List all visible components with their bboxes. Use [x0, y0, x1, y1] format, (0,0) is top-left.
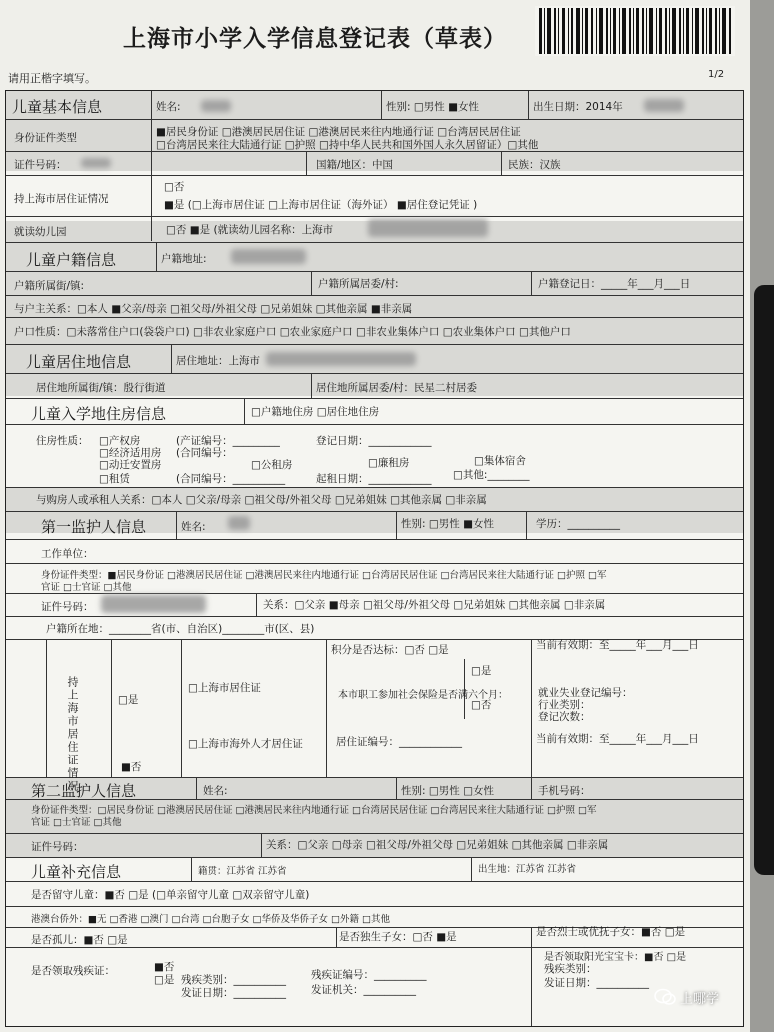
child-gender: 性别: □男性 ■女性 — [386, 101, 480, 113]
residence-committee: 居住地所属居委/村：民星二村居委 — [316, 382, 478, 394]
hukou-reg-date: 户籍登记日：_____年___月___日 — [538, 278, 691, 290]
heading-housing: 儿童入学地住房信息 — [31, 405, 167, 423]
orphan-status: 是否孤儿：■否 □是 — [31, 934, 128, 946]
permit-label: 持上海市居住证情况 — [14, 193, 109, 205]
disability-cert-yes: □是 — [154, 974, 175, 986]
left-behind-child: 是否留守儿童：■否 □是 (□单亲留守儿童 □双亲留守儿童) — [31, 889, 310, 901]
social-insurance-yes: □是 — [471, 665, 492, 677]
wechat-icon — [654, 988, 676, 1006]
opt-other-housing: □其他:________ — [453, 469, 530, 481]
guardian1-permit-yes: □是 — [118, 694, 139, 706]
guardian1-relation: 关系：□父亲 ■母亲 □祖父母/外祖父母 □兄弟姐妹 □其他亲属 □非亲属 — [263, 599, 606, 611]
sunshine-disability-type: 残疾类别： — [544, 963, 597, 975]
guardian1-permit-vertical: 持上海市居住证情况 — [66, 676, 79, 793]
martyr-child-status: 是否烈士或优抚子女：■否 □是 — [536, 926, 686, 938]
guardian2-id-type-1: 身份证件类型：□居民身份证 □港澳居民居住证 □港澳居民来往内地通行证 □台湾居民居住证 □台湾居民来往大陆通行证 □护照 □军 — [31, 805, 597, 816]
ethnicity: 民族：汉族 — [508, 159, 561, 171]
child-birth-date: 出生日期：2014年 — [533, 101, 623, 113]
disability-issue-date: 发证日期：__________ — [181, 987, 286, 999]
redacted-residence — [266, 352, 416, 366]
guardian1-gender: 性别: □男性 ■女性 — [401, 518, 495, 530]
birthplace: 出生地：江苏省 江苏省 — [478, 864, 577, 875]
opt-affordable: □经济适用房 — [99, 447, 162, 459]
registration-form — [5, 90, 744, 1027]
guardian2-name: 姓名: — [203, 785, 228, 797]
native-place: 籍贯：江苏省 江苏省 — [198, 866, 287, 877]
redacted-guardian1-name — [228, 516, 250, 530]
permit-block — [6, 171, 743, 221]
guardian1-education: 学历：__________ — [536, 518, 620, 530]
opt-public-rental: □公租房 — [251, 459, 293, 471]
redacted-kindergarten — [368, 219, 488, 237]
disability-cert-number: 残疾证编号：__________ — [311, 969, 427, 981]
social-insurance-label: 本市职工参加社会保险是否满六个月： — [338, 690, 508, 701]
guardian2-relation: 关系：□父亲 □母亲 □祖父母/外祖父母 □兄弟姐妹 □其他亲属 □非亲属 — [266, 839, 609, 851]
contract-number-2: (合同编号：__________ — [176, 473, 286, 485]
guardian1-sh-permit: □上海市居住证 — [188, 682, 261, 694]
guardian1-name: 姓名: — [181, 521, 206, 533]
registration-count: 登记次数： — [538, 711, 591, 723]
employment-reg-number: 就业失业登记编号： — [538, 687, 633, 699]
deed-number: (产证编号：_________ — [176, 435, 280, 447]
heading-hukou: 儿童户籍信息 — [26, 251, 117, 269]
phone-edge — [754, 285, 774, 875]
permit-number: 居住证编号：____________ — [336, 736, 462, 748]
permit-valid-until-2: 当前有效期：至_____年___月___日 — [536, 733, 699, 745]
disability-cert-no: ■否 — [154, 961, 175, 973]
opt-low-rent: □廉租房 — [368, 457, 410, 469]
kindergarten-label: 就读幼儿园 — [14, 226, 67, 238]
reg-date: 登记日期：____________ — [316, 435, 432, 447]
disability-cert-label: 是否领取残疾证： — [31, 965, 115, 977]
hukou-committee: 户籍所属居委/村: — [318, 278, 399, 290]
opt-dormitory: □集体宿舍 — [474, 455, 526, 467]
heading-child-basic: 儿童基本信息 — [12, 98, 103, 116]
redacted-id — [81, 158, 111, 168]
residence-street: 居住地所属街/镇：殷行街道 — [36, 382, 166, 394]
kindergarten-value: □否 ■是 (就读幼儿园名称：上海市 — [166, 224, 334, 236]
sunshine-card: 是否领取阳光宝宝卡：■否 □是 — [544, 952, 687, 963]
points-qualified: 积分是否达标：□否 □是 — [331, 644, 449, 656]
redacted-birth — [644, 99, 684, 112]
guardian2-gender: 性别: □男性 □女性 — [401, 785, 495, 797]
guardian1-talent-permit: □上海市海外人才居住证 — [188, 738, 303, 750]
page-number: 1/2 — [708, 69, 725, 80]
nationality: 国籍/地区：中国 — [316, 159, 394, 171]
buyer-relation: 与购房人或承租人关系：□本人 □父亲/母亲 □祖父母/外祖父母 □兄弟姐妹 □其他亲属 □非亲属 — [36, 494, 487, 506]
guardian1-id-type-1: 身份证件类型：■居民身份证 □港澳居民居住证 □港澳居民来往内地通行证 □台湾居民居住证 □台湾居民来往大陆通行证 □护照 □军 — [41, 570, 607, 581]
disability-type: 残疾类别：__________ — [181, 974, 286, 986]
heading-guardian1: 第一监护人信息 — [41, 518, 147, 536]
housing-options: □户籍地住房 □居住地住房 — [251, 406, 380, 418]
id-number-label: 证件号码： — [14, 159, 67, 171]
opt-relocation: □动迁安置房 — [99, 459, 162, 471]
only-child-status: 是否独生子女：□否 ■是 — [339, 931, 457, 943]
guardian2-id-number: 证件号码： — [31, 841, 84, 853]
id-type-line1: ■居民身份证 □港澳居民居住证 □港澳居民来往内地通行证 □台湾居民居住证 — [156, 126, 521, 138]
rent-start-date: 起租日期：____________ — [316, 473, 432, 485]
redacted-guardian1-id — [101, 595, 206, 613]
watermark-text: 上哪学 — [680, 992, 720, 1007]
housing-nature-label: 住房性质： — [36, 435, 89, 447]
hukou-street: 户籍所属街/镇: — [14, 280, 85, 292]
fill-instruction: 请用正楷字填写。 — [8, 72, 96, 85]
permit-yes: ■是 (□上海市居住证 □上海市居住证（海外证） ■居住登记凭证 ) — [164, 199, 478, 211]
form-title: 上海市小学入学信息登记表（草表） — [123, 25, 507, 52]
permit-no: □否 — [164, 181, 185, 193]
industry-category: 行业类别： — [538, 699, 591, 711]
guardian1-id-type-2: 官证 □士官证 □其他 — [41, 582, 132, 593]
disability-issuer: 发证机关：__________ — [311, 984, 416, 996]
hukou-address-label: 户籍地址: — [161, 253, 207, 265]
guardian1-permit-no: ■否 — [121, 761, 142, 773]
residence-address: 居住地址：上海市 — [176, 355, 260, 367]
contract-number-1: (合同编号： — [176, 447, 233, 459]
redacted-name — [201, 100, 231, 112]
social-insurance-no: □否 — [471, 699, 492, 711]
redacted-hukou-addr — [231, 249, 306, 264]
guardian2-phone: 手机号码： — [538, 785, 591, 797]
barcode — [535, 6, 735, 56]
sunshine-issue-date: 发证日期：__________ — [544, 977, 649, 989]
permit-valid-until-1: 当前有效期：至_____年___月___日 — [536, 639, 699, 651]
heading-supplement: 儿童补充信息 — [31, 863, 122, 881]
id-type-line2: □台湾居民来往大陆通行证 □护照 □持中华人民共和国外国人永久居留证）□其他 — [156, 139, 539, 151]
id-type-label: 身份证件类型 — [14, 132, 77, 144]
heading-guardian2: 第二监护人信息 — [31, 782, 137, 800]
opt-rental: □租赁 — [99, 473, 130, 485]
guardian1-id-number: 证件号码： — [41, 601, 94, 613]
child-name-label: 姓名: — [156, 101, 181, 113]
guardian1-hukou-location: 户籍所在地：________省(市、自治区)________市(区、县) — [46, 623, 315, 635]
opt-property: □产权房 — [99, 435, 141, 447]
guardian1-work: 工作单位： — [41, 548, 94, 560]
heading-residence: 儿童居住地信息 — [26, 353, 132, 371]
householder-relation: 与户主关系：□本人 ■父亲/母亲 □祖父母/外祖父母 □兄弟姐妹 □其他亲属 ■非亲属 — [14, 303, 413, 315]
overseas-status: 港澳台侨外：■无 □香港 □澳门 □台湾 □台胞子女 □华侨及华侨子女 □外籍 □其他 — [31, 914, 390, 925]
hukou-nature: 户口性质：□未落常住户口(袋袋户口) □非农业家庭户口 □农业家庭户口 □非农业集体户口 □农业集体户口 □其他户口 — [14, 326, 571, 338]
guardian2-id-type-2: 官证 □士官证 □其他 — [31, 817, 122, 828]
